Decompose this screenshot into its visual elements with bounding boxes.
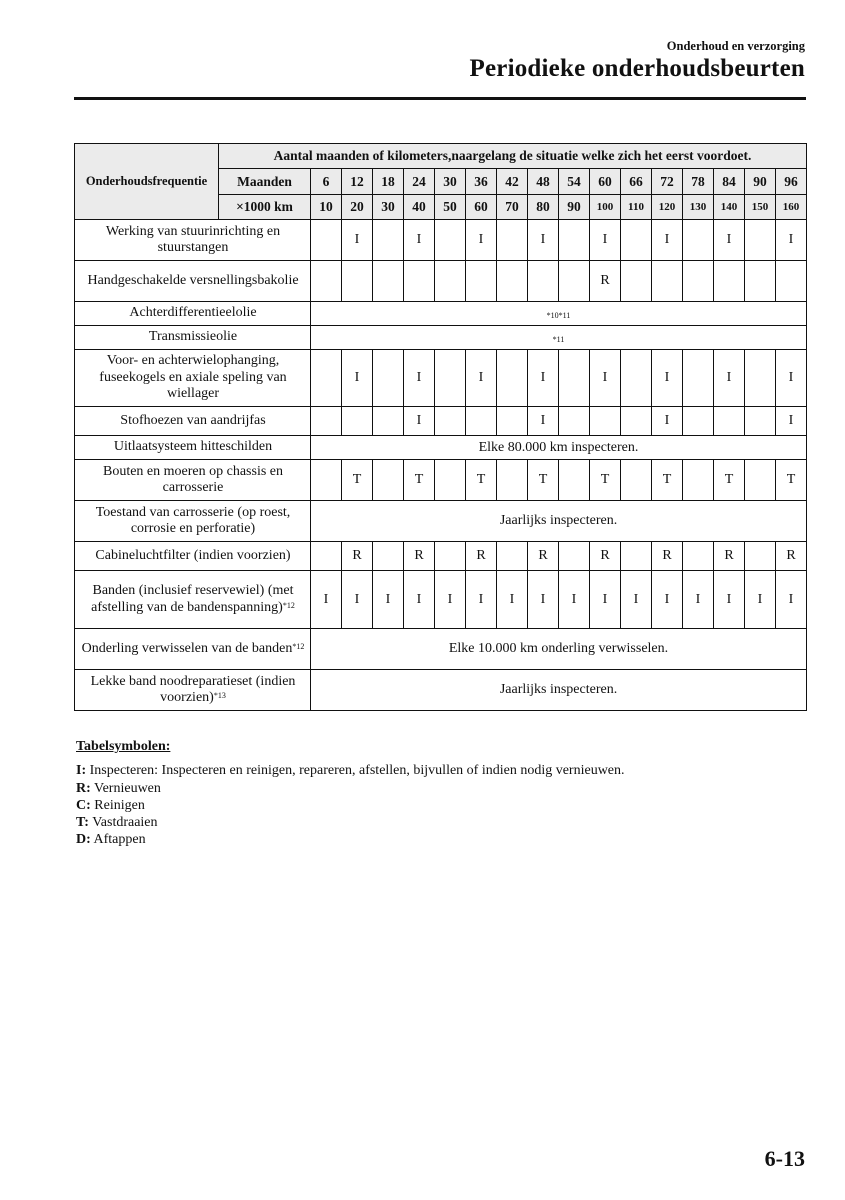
schedule-cell: T xyxy=(528,460,559,501)
km-label: ×1000 km xyxy=(219,195,311,220)
schedule-cell xyxy=(745,407,776,436)
schedule-cell: I xyxy=(435,571,466,629)
schedule-cell xyxy=(745,220,776,261)
item-text: Banden (inclusief reservewiel) (met afstelling van de bandenspanning) xyxy=(91,583,294,615)
schedule-cell: T xyxy=(652,460,683,501)
row-item-label xyxy=(75,220,311,261)
item-text: Achterdifferentieelolie xyxy=(129,305,257,321)
schedule-cell xyxy=(342,261,373,302)
table-row xyxy=(75,670,807,711)
schedule-cell xyxy=(683,261,714,302)
km-cell: 20 xyxy=(342,195,373,220)
schedule-cell xyxy=(373,460,404,501)
item-text: Transmissieolie xyxy=(148,329,238,345)
legend-item xyxy=(76,797,625,814)
item-text: Stofhoezen van aandrijfas xyxy=(120,412,266,428)
schedule-cell xyxy=(683,220,714,261)
schedule-cell xyxy=(373,350,404,407)
item-text: Uitlaatsysteem hitteschilden xyxy=(113,439,273,455)
km-cell: 100 xyxy=(590,195,621,220)
corner-label: Onderhoudsfrequentie xyxy=(75,144,219,220)
legend-text: Vastdraaien xyxy=(92,815,158,831)
schedule-cell xyxy=(559,407,590,436)
legend-text: Reinigen xyxy=(94,797,145,813)
schedule-cell xyxy=(683,407,714,436)
month-cell: 78 xyxy=(683,169,714,195)
month-cell: 84 xyxy=(714,169,745,195)
km-cell: 40 xyxy=(404,195,435,220)
month-cell: 12 xyxy=(342,169,373,195)
legend-item xyxy=(76,814,625,831)
schedule-cell: R xyxy=(466,542,497,571)
schedule-cell xyxy=(621,460,652,501)
month-cell: 66 xyxy=(621,169,652,195)
schedule-cell xyxy=(497,350,528,407)
row-item-label xyxy=(75,670,311,711)
title-rule xyxy=(74,97,806,100)
schedule-cell xyxy=(497,407,528,436)
merged-instruction: Elke 10.000 km onderling verwisselen. xyxy=(311,629,807,670)
schedule-cell xyxy=(559,460,590,501)
table-row xyxy=(75,350,807,407)
schedule-cell xyxy=(559,220,590,261)
schedule-cell: I xyxy=(714,220,745,261)
legend-text: Aftappen xyxy=(93,832,146,848)
legend-code: R: xyxy=(76,780,91,796)
schedule-cell: I xyxy=(342,350,373,407)
schedule-cell xyxy=(311,407,342,436)
schedule-cell: I xyxy=(466,571,497,629)
schedule-cell xyxy=(311,220,342,261)
row-item-label xyxy=(75,460,311,501)
merged-instruction: Elke 80.000 km inspecteren. xyxy=(311,436,807,460)
schedule-cell: I xyxy=(311,571,342,629)
schedule-cell xyxy=(621,542,652,571)
maintenance-table xyxy=(74,143,807,711)
schedule-cell: I xyxy=(683,571,714,629)
row-item-label xyxy=(75,350,311,407)
schedule-cell xyxy=(652,261,683,302)
legend-code: C: xyxy=(76,797,91,813)
schedule-cell: I xyxy=(590,220,621,261)
table-row xyxy=(75,326,807,350)
schedule-cell xyxy=(311,261,342,302)
table-row xyxy=(75,302,807,326)
schedule-cell: I xyxy=(404,571,435,629)
km-cell: 120 xyxy=(652,195,683,220)
km-cell: 130 xyxy=(683,195,714,220)
footnote-ref: *13 xyxy=(213,691,226,700)
months-label: Maanden xyxy=(219,169,311,195)
schedule-cell xyxy=(714,261,745,302)
schedule-cell xyxy=(559,542,590,571)
schedule-cell: I xyxy=(652,571,683,629)
schedule-cell xyxy=(373,261,404,302)
item-text: Bouten en moeren op chassis en carrosserie xyxy=(102,463,283,495)
month-cell: 72 xyxy=(652,169,683,195)
month-cell: 42 xyxy=(497,169,528,195)
km-cell: 160 xyxy=(776,195,807,220)
schedule-cell: I xyxy=(466,220,497,261)
km-cell: 60 xyxy=(466,195,497,220)
item-text: Handgeschakelde versnellingsbakolie xyxy=(87,272,299,288)
schedule-cell xyxy=(745,460,776,501)
row-item-label xyxy=(75,261,311,302)
schedule-cell: I xyxy=(776,571,807,629)
schedule-cell xyxy=(311,542,342,571)
schedule-cell: I xyxy=(652,407,683,436)
schedule-cell: T xyxy=(466,460,497,501)
legend-item xyxy=(76,780,625,797)
schedule-cell: I xyxy=(528,571,559,629)
schedule-cell: I xyxy=(342,571,373,629)
schedule-cell xyxy=(342,407,373,436)
schedule-cell xyxy=(497,542,528,571)
table-row xyxy=(75,436,807,460)
schedule-cell: R xyxy=(590,261,621,302)
legend-item xyxy=(76,762,625,779)
table-row xyxy=(75,501,807,542)
table-row xyxy=(75,460,807,501)
schedule-cell xyxy=(435,220,466,261)
month-cell: 90 xyxy=(745,169,776,195)
row-item-label xyxy=(75,407,311,436)
schedule-cell: I xyxy=(528,220,559,261)
schedule-cell: T xyxy=(714,460,745,501)
schedule-cell: R xyxy=(714,542,745,571)
schedule-cell: I xyxy=(404,220,435,261)
schedule-cell: I xyxy=(404,350,435,407)
schedule-cell xyxy=(497,460,528,501)
table-row xyxy=(75,571,807,629)
month-cell: 48 xyxy=(528,169,559,195)
top-header: Aantal maanden of kilometers,naargelang de situatie welke zich het eerst voordoet. xyxy=(219,144,807,169)
schedule-cell: I xyxy=(714,350,745,407)
schedule-cell: T xyxy=(342,460,373,501)
km-cell: 150 xyxy=(745,195,776,220)
schedule-cell: I xyxy=(590,350,621,407)
schedule-cell xyxy=(559,350,590,407)
section-label: Onderhoud en verzorging xyxy=(666,39,805,53)
schedule-cell: R xyxy=(404,542,435,571)
table-row xyxy=(75,261,807,302)
month-cell: 96 xyxy=(776,169,807,195)
schedule-cell xyxy=(497,220,528,261)
schedule-cell xyxy=(745,542,776,571)
footnote-note: *10*11 xyxy=(311,302,807,326)
schedule-cell: I xyxy=(373,571,404,629)
km-cell: 80 xyxy=(528,195,559,220)
schedule-cell xyxy=(621,407,652,436)
schedule-cell xyxy=(528,261,559,302)
table-row xyxy=(75,629,807,670)
schedule-cell: T xyxy=(776,460,807,501)
schedule-cell xyxy=(435,407,466,436)
schedule-cell: I xyxy=(776,350,807,407)
legend-text: Vernieuwen xyxy=(94,780,161,796)
schedule-cell xyxy=(373,220,404,261)
schedule-cell: I xyxy=(466,350,497,407)
schedule-cell xyxy=(621,220,652,261)
schedule-cell: I xyxy=(528,350,559,407)
item-text: Lekke band noodreparatieset (indien voorzien) xyxy=(90,673,296,705)
schedule-cell: T xyxy=(590,460,621,501)
schedule-cell: I xyxy=(528,407,559,436)
merged-instruction: Jaarlijks inspecteren. xyxy=(311,501,807,542)
schedule-cell xyxy=(683,460,714,501)
table-row xyxy=(75,220,807,261)
schedule-cell xyxy=(466,261,497,302)
month-cell: 30 xyxy=(435,169,466,195)
schedule-cell xyxy=(776,261,807,302)
table-row xyxy=(75,542,807,571)
km-cell: 10 xyxy=(311,195,342,220)
schedule-cell xyxy=(435,261,466,302)
schedule-cell xyxy=(745,350,776,407)
row-item-label xyxy=(75,629,311,670)
row-item-label xyxy=(75,501,311,542)
footnote-ref: *12 xyxy=(292,641,305,651)
schedule-cell: I xyxy=(559,571,590,629)
km-cell: 90 xyxy=(559,195,590,220)
item-text: Voor- en achterwielophanging, fuseekogels en axiale speling van wiellager xyxy=(99,353,287,402)
schedule-cell: T xyxy=(404,460,435,501)
km-cell: 140 xyxy=(714,195,745,220)
schedule-cell: R xyxy=(342,542,373,571)
schedule-cell xyxy=(311,460,342,501)
schedule-cell xyxy=(590,407,621,436)
month-cell: 24 xyxy=(404,169,435,195)
km-cell: 30 xyxy=(373,195,404,220)
month-cell: 6 xyxy=(311,169,342,195)
schedule-cell: R xyxy=(528,542,559,571)
schedule-cell xyxy=(435,460,466,501)
schedule-cell xyxy=(621,350,652,407)
legend-item xyxy=(76,831,625,848)
month-cell: 36 xyxy=(466,169,497,195)
legend-code: T: xyxy=(76,815,89,831)
schedule-cell xyxy=(683,350,714,407)
schedule-cell: R xyxy=(652,542,683,571)
schedule-cell xyxy=(559,261,590,302)
merged-instruction: Jaarlijks inspecteren. xyxy=(311,670,807,711)
schedule-cell: I xyxy=(776,220,807,261)
table-row xyxy=(75,407,807,436)
schedule-cell xyxy=(621,261,652,302)
schedule-cell xyxy=(745,261,776,302)
schedule-cell: R xyxy=(776,542,807,571)
schedule-cell xyxy=(435,542,466,571)
schedule-cell: I xyxy=(590,571,621,629)
row-item-label xyxy=(75,326,311,350)
schedule-cell: R xyxy=(590,542,621,571)
schedule-cell: I xyxy=(652,350,683,407)
row-item-label xyxy=(75,436,311,460)
month-cell: 54 xyxy=(559,169,590,195)
legend-text: Inspecteren: Inspecteren en reinigen, repareren, afstellen, bijvullen of indien nodig vernieuwen. xyxy=(89,763,625,779)
schedule-cell xyxy=(373,407,404,436)
schedule-cell: I xyxy=(776,407,807,436)
km-cell: 110 xyxy=(621,195,652,220)
item-text: Werking van stuurinrichting en stuurstangen xyxy=(105,223,281,255)
footnote-ref: *12 xyxy=(282,600,295,610)
schedule-cell xyxy=(714,407,745,436)
page-number: 6-13 xyxy=(764,1146,805,1171)
month-cell: 18 xyxy=(373,169,404,195)
schedule-cell: I xyxy=(621,571,652,629)
footnote-note: *11 xyxy=(311,326,807,350)
schedule-cell xyxy=(497,261,528,302)
schedule-cell: I xyxy=(745,571,776,629)
row-item-label xyxy=(75,571,311,629)
schedule-cell xyxy=(466,407,497,436)
legend-code: D: xyxy=(76,832,91,848)
schedule-cell xyxy=(404,261,435,302)
row-item-label xyxy=(75,302,311,326)
item-text: Cabineluchtfilter (indien voorzien) xyxy=(95,547,291,563)
schedule-cell: I xyxy=(497,571,528,629)
legend-title: Tabelsymbolen: xyxy=(76,739,171,754)
legend-code: I: xyxy=(76,763,87,779)
month-cell: 60 xyxy=(590,169,621,195)
row-item-label xyxy=(75,542,311,571)
item-text: Toestand van carrosserie (op roest, corrosie en perforatie) xyxy=(95,504,291,536)
schedule-cell: I xyxy=(404,407,435,436)
schedule-cell: I xyxy=(342,220,373,261)
schedule-cell: I xyxy=(652,220,683,261)
schedule-cell xyxy=(683,542,714,571)
item-text: Onderling verwisselen van de banden xyxy=(81,640,293,656)
km-cell: 50 xyxy=(435,195,466,220)
schedule-cell xyxy=(311,350,342,407)
legend xyxy=(76,738,625,849)
page-title: Periodieke onderhoudsbeurten xyxy=(469,55,805,82)
schedule-cell xyxy=(373,542,404,571)
schedule-cell: I xyxy=(714,571,745,629)
km-cell: 70 xyxy=(497,195,528,220)
schedule-cell xyxy=(435,350,466,407)
